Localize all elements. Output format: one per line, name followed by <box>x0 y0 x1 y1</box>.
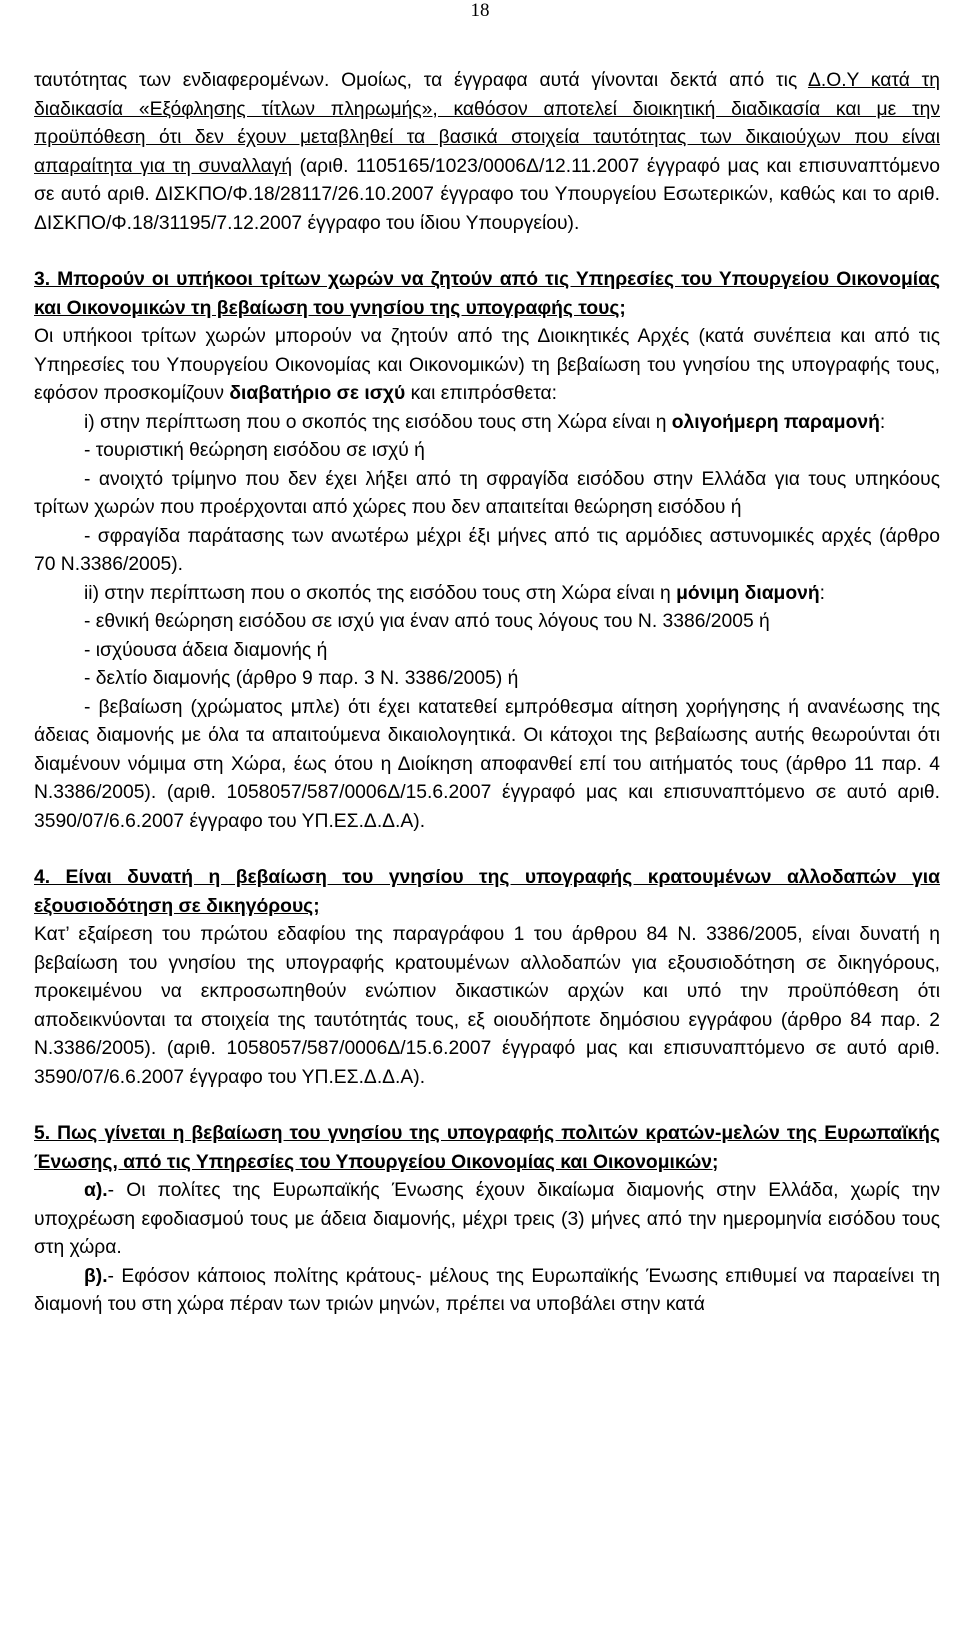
section-3-heading: 3. Μπορούν οι υπήκοοι τρίτων χωρών να ζητούν από τις Υπηρεσίες του Υπουργείου Οικονομίας και Οικονομικών τη βεβαίωση του γνησίου της υπογραφής τους; <box>34 269 940 319</box>
case-i-item-2: - ανοιχτό τρίμηνο που δεν έχει λήξει από τη σφραγίδα εισόδου στην Ελλάδα για τους υπηκόους τρίτων χωρών που προέρχονται από χώρες που δεν απαιτείται θεώρηση εισόδου ή <box>34 468 940 518</box>
page-number: 18 <box>470 0 490 21</box>
section-3-paragraph: Οι υπήκοοι τρίτων χωρών μπορούν να ζητούν από της Διοικητικές Αρχές (κατά συνέπεια και από τις Υπηρεσίες του Υπουργείου Οικονομίας και Οικονομικών) τη βεβαίωση του γνησίου της υπογραφής τους, εφόσον προσκομίζουν διαβατήριο σε ισχύ και επιπρόσθετα: <box>34 326 940 404</box>
case-i-paragraph: i) στην περίπτωση που ο σκοπός της εισόδου τους στη Χώρα είναι η ολιγοήμερη παραμονή: <box>84 411 886 433</box>
case-i-item-3: - σφραγίδα παράτασης των ανωτέρω μέχρι έξι μήνες από τις αρμόδιες αστυνομικές αρχές (άρθρο 70 Ν.3386/2005). <box>34 525 940 575</box>
intro-paragraph <box>34 67 940 238</box>
case-ii-item-3: - δελτίο διαμονής (άρθρο 9 παρ. 3 Ν. 3386/2005) ή <box>84 668 519 689</box>
case-ii-item-2: - ισχύουσα άδεια διαμονής ή <box>84 639 328 661</box>
case-ii-paragraph: ii) στην περίπτωση που ο σκοπός της εισόδου τους στη Χώρα είναι η μόνιμη διαμονή: <box>84 582 825 604</box>
item-b-label: β). <box>84 1265 108 1287</box>
section-4-paragraph: Κατ’ εξαίρεση του πρώτου εδαφίου της παραγράφου 1 του άρθρου 84 Ν. 3386/2005, είναι δυνατή η βεβαίωση του γνησίου της υπογραφής κρατουμένων αλλοδαπών για εξουσιοδότηση σε δικηγόρους, προκειμένου να εκπροσωπηθούν ενώπιον δικαστικών αρχών και υπό την προϋπόθεση ότι αποδεικνύονται τα στοιχεία της ταυτότητάς τους, εξ οιουδήποτε δημόσιου εγγράφου (άρθρο 84 παρ. 2 Ν.3386/2005). (αριθ. 1058057/587/0006Δ/15.6.2007 έγγραφό μας και επισυναπτόμενο σε αυτό αριθ. 3590/07/6.6.2007 έγγραφο του ΥΠ.ΕΣ.Δ.Δ.Α). <box>34 924 940 1088</box>
document-body <box>34 67 940 1320</box>
permanent-stay-emphasis: μόνιμη διαμονή <box>676 582 820 604</box>
intro-underlined-text: Δ.Ο.Υ κατά τη διαδικασία «Εξόφλησης τίτλων πληρωμής», καθόσον αποτελεί διοικητική διαδικασία και με την προϋπόθεση ότι δεν έχουν μεταβληθεί τα βασικά στοιχεία ταυτότητας των δικαιούχων που είναι απαραίτητα για τη συναλλαγή <box>34 70 941 177</box>
case-i-item-1: - τουριστική θεώρηση εισόδου σε ισχύ ή <box>84 440 425 461</box>
intro-text: ταυτότητας των ενδιαφερομένων. Ομοίως, τα έγγραφα αυτά γίνονται δεκτά από τις <box>34 70 808 91</box>
section-5-heading: 5. Πως γίνεται η βεβαίωση του γνησίου της υπογραφής πολιτών κρατών-μελών της Ευρωπαϊκής Ένωσης, από τις Υπηρεσίες του Υπουργείου Οικονομίας και Οικονομικών; <box>34 1123 940 1173</box>
item-a-label: α). <box>84 1180 108 1201</box>
case-ii-item-4: - βεβαίωση (χρώματος μπλε) ότι έχει κατατεθεί εμπρόθεσμα αίτηση χορήγησης ή ανανέωσης της άδειας διαμονής με όλα τα απαιτούμενα δικαιολογητικά. Οι κάτοχοι της βεβαίωσης αυτής θεωρούνται ότι διαμένουν νόμιμα στη Χώρα, έως ότου η Διοίκηση αποφανθεί επί του αιτήματός τους (άρθρο 11 παρ. 4 Ν.3386/2005). (αριθ. 1058057/587/0006Δ/15.6.2007 έγγραφό μας και επισυναπτόμενο σε αυτό αριθ. 3590/07/6.6.2007 έγγραφο του ΥΠ.ΕΣ.Δ.Δ.Α). <box>34 696 940 832</box>
section-5-item-b: β).- Εφόσον κάποιος πολίτης κράτους- μέλους της Ευρωπαϊκής Ένωσης επιθυμεί να παραείνει τη διαμονή του στη χώρα πέραν των τριών μηνών, πρέπει να υποβάλει στην κατά <box>34 1265 940 1315</box>
section-5-item-a: α).- Οι πολίτες της Ευρωπαϊκής Ένωσης έχουν δικαίωμα διαμονής στην Ελλάδα, χωρίς την υποχρέωση εφοδιασμού τους με άδεια διαμονής, μέχρι τρεις (3) μήνες από την ημερομηνία εισόδου τους στη χώρα. <box>34 1180 940 1258</box>
intro-reference-text: (αριθ. 1105165/1023/0006Δ/12.11.2007 έγγραφό μας και επισυναπτόμενο σε αυτό αριθ. ΔΙΣΚΠΟ/Φ.18/28117/26.10.2007 έγγραφο του Υπουργείου Εσωτερικών, καθώς και το αριθ. ΔΙΣΚΠΟ/Φ.18/31195/7.12.2007 έγγραφο του ίδιου Υπουργείου). <box>34 155 940 234</box>
short-stay-emphasis: ολιγοήμερη παραμονή <box>671 411 880 433</box>
section-4-heading: 4. Είναι δυνατή η βεβαίωση του γνησίου της υπογραφής κρατουμένων αλλοδαπών για εξουσιοδότηση σε δικηγόρους; <box>34 867 940 917</box>
case-ii-item-1: - εθνική θεώρηση εισόδου σε ισχύ για έναν από τους λόγους του Ν. 3386/2005 ή <box>84 611 770 632</box>
passport-emphasis: διαβατήριο σε ισχύ <box>229 383 406 404</box>
